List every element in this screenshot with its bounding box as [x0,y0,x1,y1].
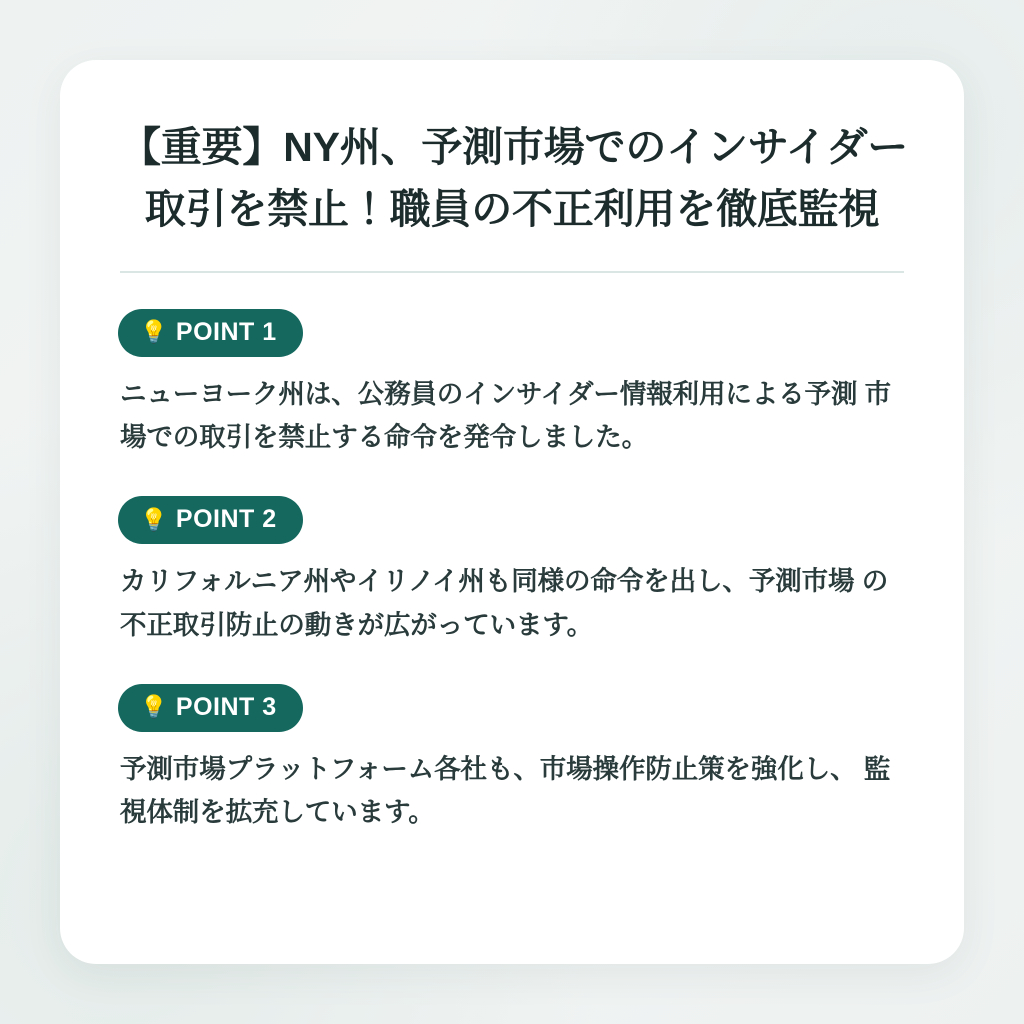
lightbulb-icon: 💡 [140,694,168,719]
point-badge-label-2: POINT 2 [175,505,277,534]
point-badge-1 [118,309,303,357]
point-body-2-line-1: カリフォルニア州やイリノイ州も同様の命令を出し、予測市場 [120,566,855,597]
point-item-1 [118,309,906,460]
point-body-3 [120,748,904,835]
point-body-2-line-2: の不正取引防止の動きが広がっています。 [120,566,889,640]
point-body-2 [120,560,904,647]
point-body-1-line-1: ニューヨーク州は、公務員のインサイダー情報利用による予測 [120,378,858,409]
point-badge-2 [118,496,303,544]
page-title-line-2: 取引を禁止！職員の不正利用を徹底監視 [144,186,880,233]
point-item-2 [118,496,906,647]
page-title [118,116,909,241]
points-list [118,309,906,835]
point-body-1-line-2: 市場での取引を禁止する命令を発令しました。 [120,378,892,453]
point-badge-label-3: POINT 3 [175,692,277,721]
point-body-3-line-2: 監視体制を拡充しています。 [120,753,891,828]
point-body-1 [120,373,904,460]
summary-card [60,60,964,964]
point-badge-label-1: POINT 1 [175,317,277,346]
lightbulb-icon: 💡 [140,506,168,532]
point-body-3-line-1: 予測市場プラットフォーム各社も、市場操作防止策を強化し、 [120,753,857,784]
page-title-line-1: 【重要】NY州、予測市場でのインサイダー [120,124,909,170]
lightbulb-icon: 💡 [140,319,168,345]
title-divider [120,271,904,273]
point-badge-3 [118,684,303,732]
point-item-3 [118,684,906,835]
